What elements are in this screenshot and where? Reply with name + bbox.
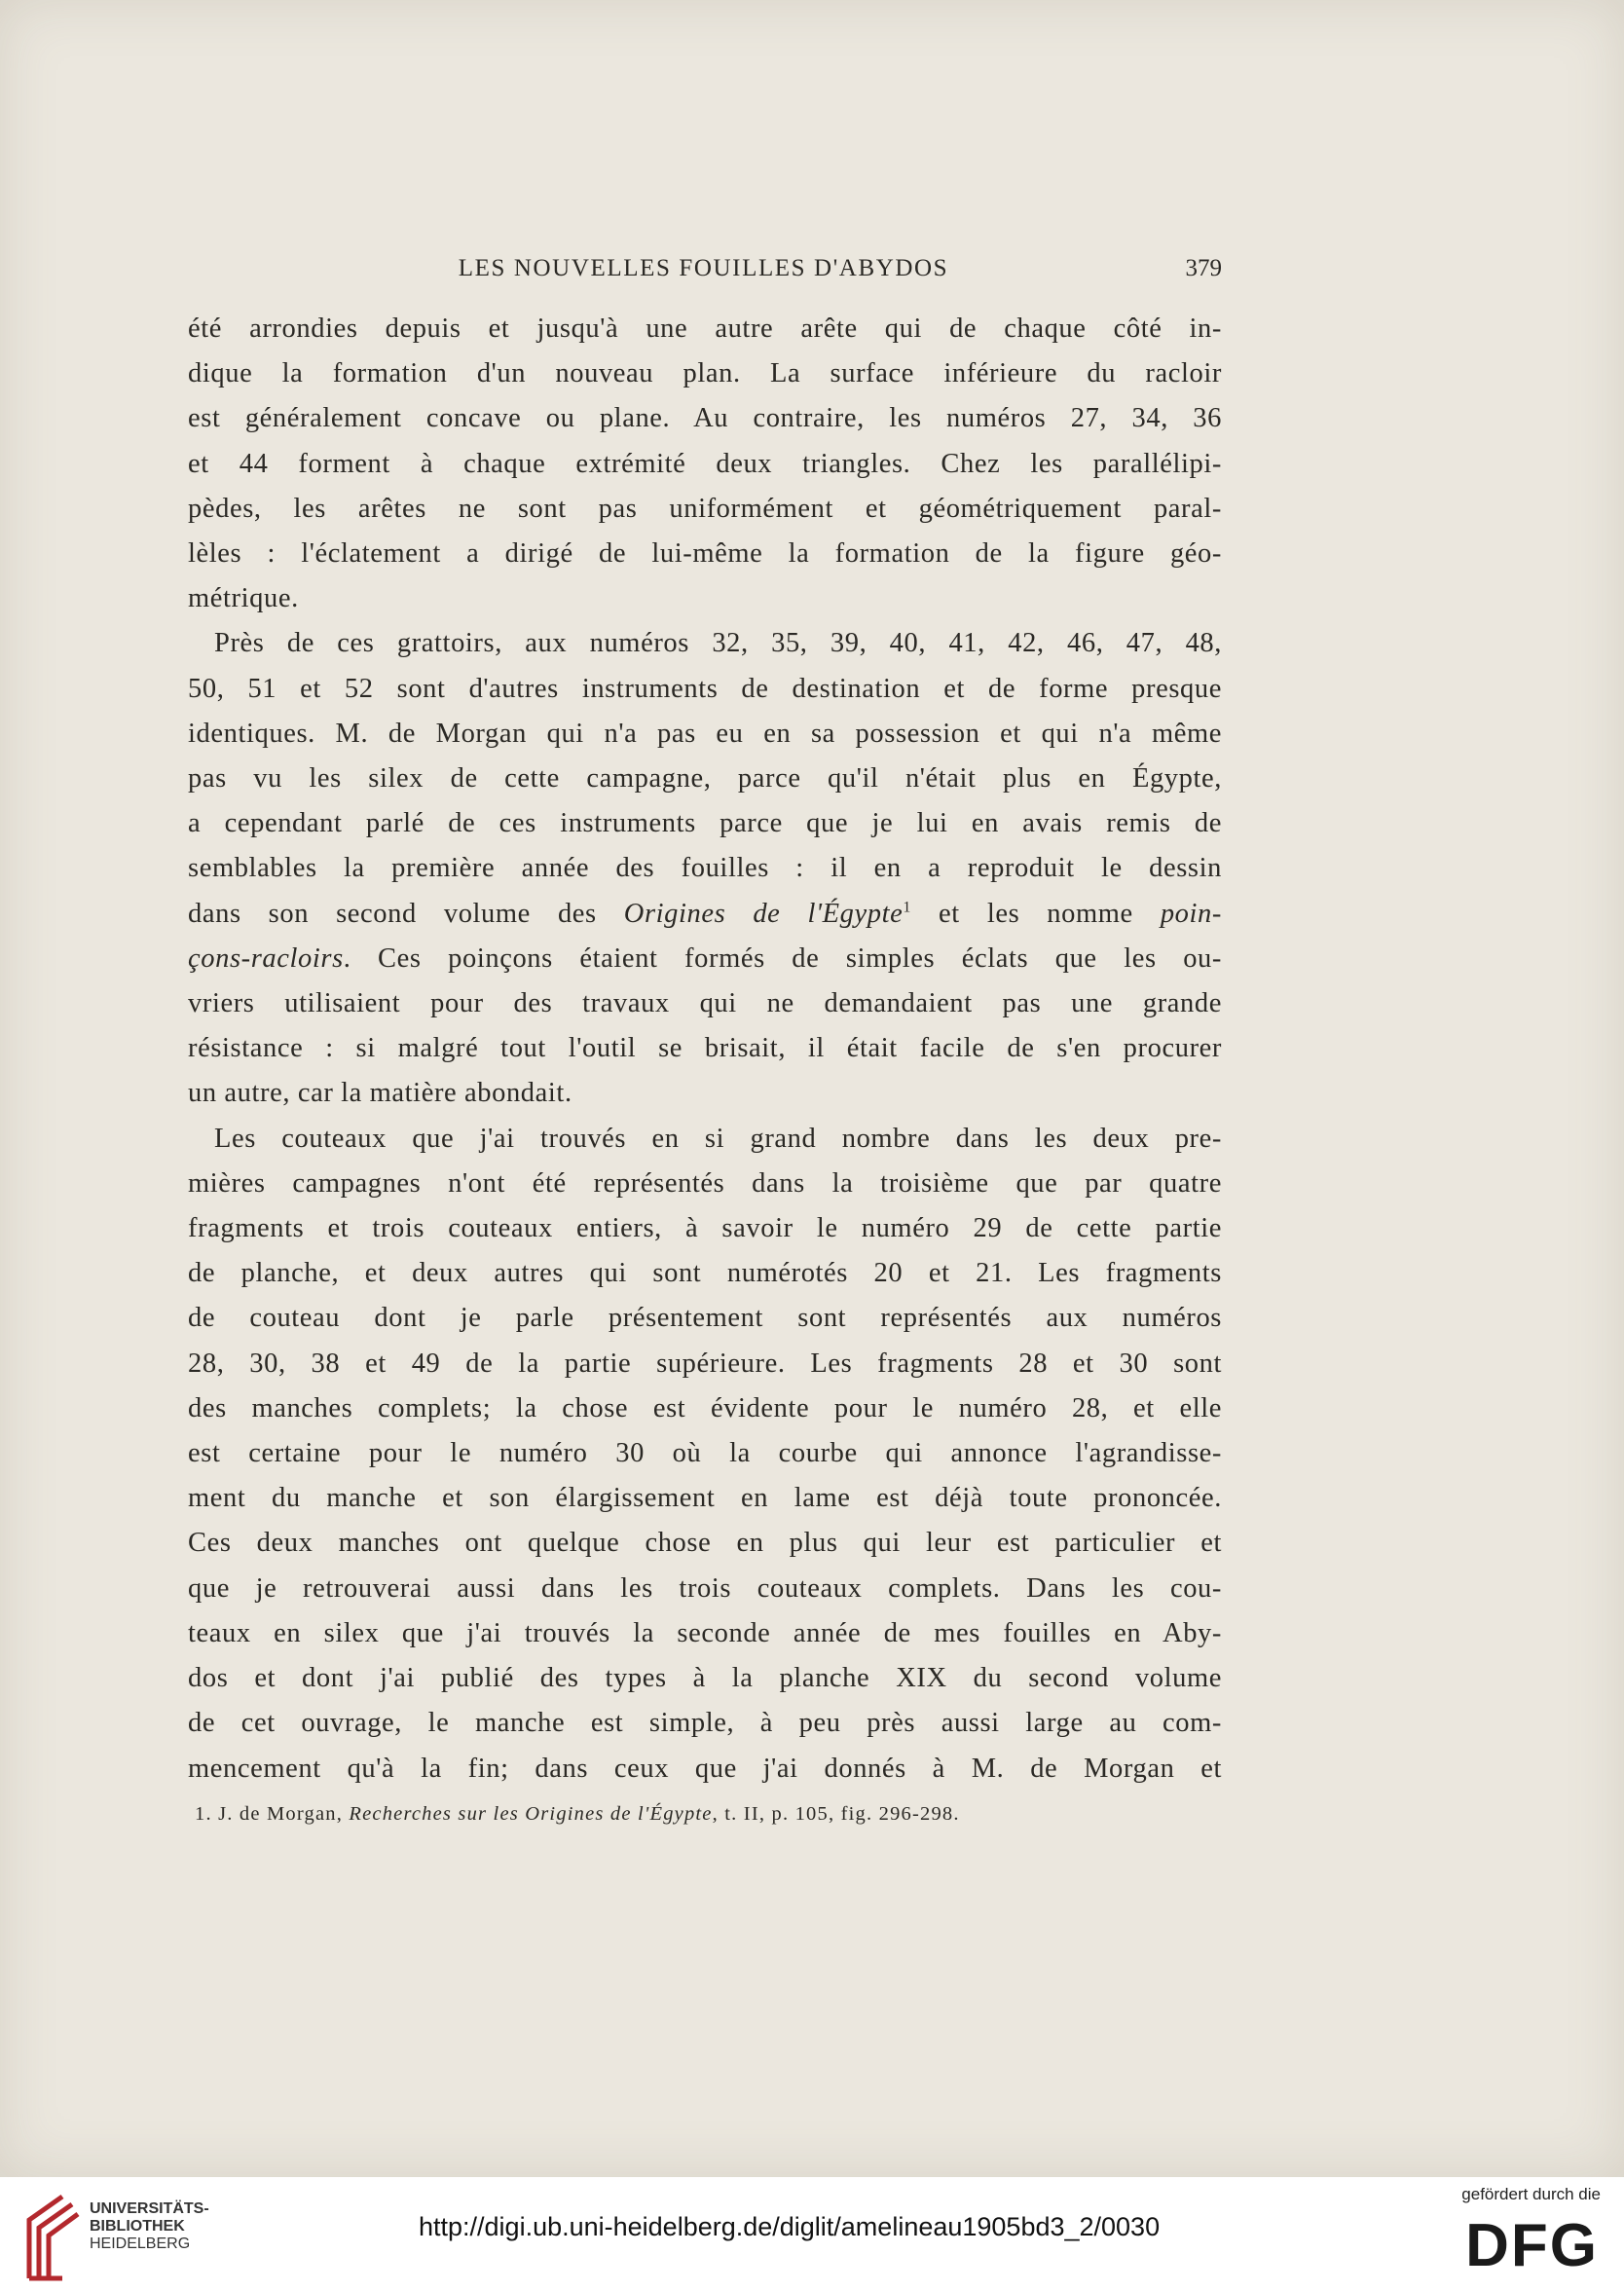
text-line: que je retrouverai aussi dans les trois couteaux complets. Dans les cou-: [188, 1572, 1222, 1604]
funding-label: gefördert durch die: [1461, 2185, 1601, 2203]
text-line: métrique.: [188, 583, 299, 614]
text-line: mières campagnes n'ont été représentés dans la troisième que par quatre: [188, 1167, 1222, 1199]
text-line: mencement qu'à la fin; dans ceux que j'ai donnés à M. de Morgan et: [188, 1753, 1222, 1784]
text-line: et 44 forment à chaque extrémité deux triangles. Chez les parallélipi-: [188, 448, 1222, 479]
paragraph-2: [188, 621, 1222, 1116]
text-line: pas vu les silex de cette campagne, parce qu'il n'était plus en Égypte,: [188, 763, 1222, 794]
text-line: fragments et trois couteaux entiers, à savoir le numéro 29 de cette partie: [188, 1213, 1222, 1244]
text-segment: et les nomme: [911, 898, 1161, 929]
text-line: été arrondies depuis et jusqu'à une autre arête qui de chaque côté in-: [188, 314, 1222, 344]
library-name-line: HEIDELBERG: [90, 2236, 191, 2252]
dfg-logo: DFG: [1465, 2212, 1599, 2279]
footnote-ref-text: , t. II, p. 105, fig. 296-298.: [712, 1803, 960, 1825]
text-line: teaux en silex que j'ai trouvés la seconde année de mes fouilles en Aby-: [188, 1617, 1222, 1648]
text-line: lèles : l'éclatement a dirigé de lui-même la formation de la figure géo-: [188, 538, 1222, 570]
text-line: de planche, et deux autres qui sont numérotés 20 et 21. Les fragments: [188, 1258, 1222, 1289]
paragraph-3: [188, 1117, 1222, 1792]
text-line: semblables la première année des fouilles : il en a reproduit le dessin: [188, 853, 1222, 884]
text-line: des manches complets; la chose est évidente pour le numéro 28, et elle: [188, 1392, 1222, 1423]
text-line: Près de ces grattoirs, aux numéros 32, 35, 39, 40, 41, 42, 46, 47, 48,: [214, 628, 1222, 659]
text-line: dos et dont j'ai publié des types à la planche XIX du second volume: [188, 1663, 1222, 1694]
text-line-with-italic: [188, 937, 1222, 981]
text-line-with-italic: [188, 892, 1222, 937]
body-text: [188, 307, 1222, 1792]
text-line: pèdes, les arêtes ne sont pas uniformément et géométriquement paral-: [188, 493, 1222, 524]
running-head-title: LES NOUVELLES FOUILLES D'ABYDOS: [458, 255, 949, 281]
footnote: [195, 1803, 1217, 1826]
paragraph-1: [188, 307, 1222, 621]
text-line: Ces deux manches ont quelque chose en plus qui leur est particulier et: [188, 1528, 1222, 1559]
library-name-line: BIBLIOTHEK: [90, 2218, 185, 2235]
italic-term: poin-: [1160, 898, 1222, 929]
text-line: a cependant parlé de ces instruments parce que je lui en avais remis de: [188, 808, 1222, 839]
text-segment: dans son second volume des: [188, 898, 624, 929]
text-segment: . Ces poinçons étaient formés de simples éclats que les ou-: [343, 942, 1222, 974]
footnote-title: Recherches sur les Origines de l'Égypte: [349, 1803, 713, 1825]
text-line: vriers utilisaient pour des travaux qui ne demandaient pas une grande: [188, 988, 1222, 1019]
text-line: 50, 51 et 52 sont d'autres instruments de destination et de forme presque: [188, 673, 1222, 704]
running-head: [185, 255, 1222, 294]
digitization-footer: [0, 2177, 1624, 2291]
page-number: 379: [1185, 255, 1222, 281]
text-line: 28, 30, 38 et 49 de la partie supérieure. Les fragments 28 et 30 sont: [188, 1348, 1222, 1379]
text-line: résistance : si malgré tout l'outil se brisait, il était facile de s'en procurer: [188, 1033, 1222, 1064]
text-line: de cet ouvrage, le manche est simple, à peu près aussi large au com-: [188, 1708, 1222, 1739]
text-line: identiques. M. de Morgan qui n'a pas eu en sa possession et qui n'a même: [188, 718, 1222, 749]
text-line: de couteau dont je parle présentement sont représentés aux numéros: [188, 1303, 1222, 1334]
text-line: un autre, car la matière abondait.: [188, 1078, 572, 1109]
university-library-logo-icon: [23, 2191, 82, 2284]
footnote-number: 1. J. de Morgan,: [195, 1803, 350, 1825]
text-line: ment du manche et son élargissement en lame est déjà toute prononcée.: [188, 1483, 1222, 1514]
text-line: est certaine pour le numéro 30 où la courbe qui annonce l'agrandisse-: [188, 1438, 1222, 1469]
permalink-url[interactable]: http://digi.ub.uni-heidelberg.de/diglit/amelineau1905bd3_2/0030: [419, 2212, 1161, 2241]
library-name: [90, 2200, 209, 2253]
italic-title: Origines de l'Égypte: [623, 898, 904, 929]
text-line: Les couteaux que j'ai trouvés en si grand nombre dans les deux pre-: [214, 1123, 1222, 1154]
footnote-ref: 1: [903, 899, 912, 916]
italic-term: çons-racloirs: [188, 942, 344, 974]
text-line: est généralement concave ou plane. Au contraire, les numéros 27, 34, 36: [188, 403, 1222, 434]
text-line: dique la formation d'un nouveau plan. La surface inférieure du racloir: [188, 358, 1222, 389]
library-name-line: UNIVERSITÄTS-: [90, 2200, 209, 2217]
